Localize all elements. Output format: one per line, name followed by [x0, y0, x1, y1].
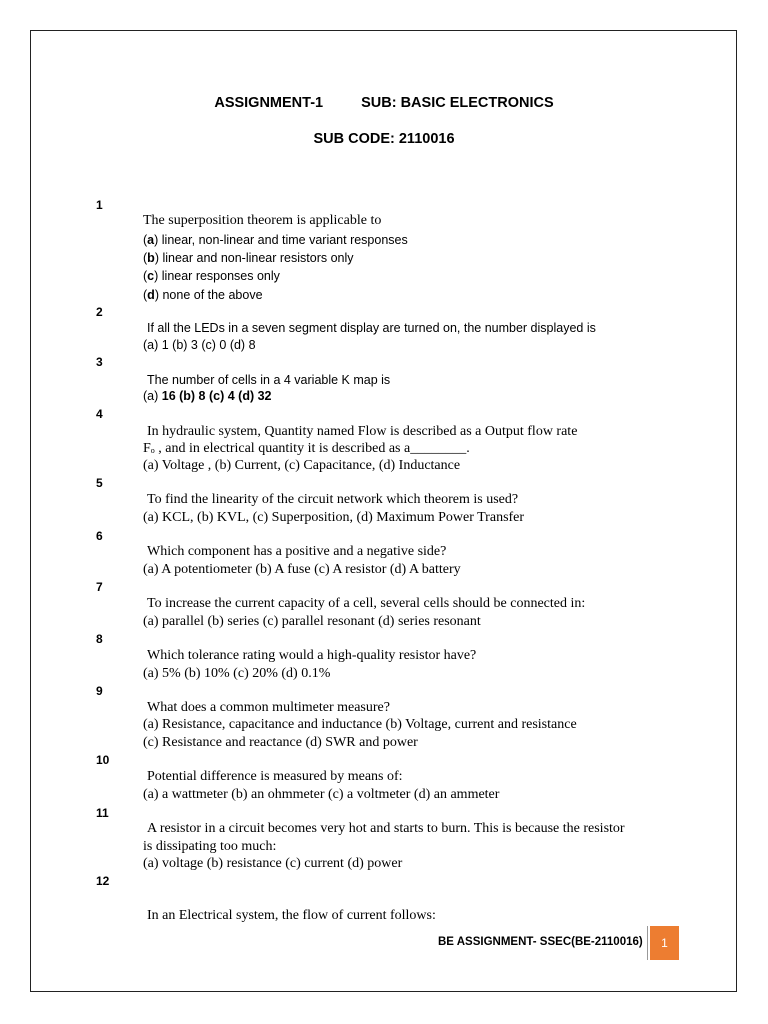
- question-number: 8: [96, 632, 103, 646]
- question-stem: In an Electrical system, the flow of current follows:: [147, 908, 436, 923]
- question-options: [143, 389, 272, 403]
- question-stem: To increase the current capacity of a cell, several cells should be connected in:: [147, 596, 586, 611]
- options-bold: 16 (b) 8 (c) 4 (d) 32: [161, 389, 272, 403]
- question-number: 11: [96, 806, 109, 820]
- subject-label: SUB: BASIC ELECTRONICS: [361, 95, 554, 111]
- question-options: (a) 5% (b) 10% (c) 20% (d) 0.1%: [143, 666, 331, 681]
- question-number: 5: [96, 476, 103, 490]
- question-options: (a) KCL, (b) KVL, (c) Superposition, (d) Maximum Power Transfer: [143, 510, 525, 525]
- question-stem: In hydraulic system, Quantity named Flow is described as a Output flow rate: [147, 424, 578, 439]
- option-text: linear responses only: [158, 269, 280, 283]
- question-options: (a) voltage (b) resistance (c) current (d) power: [143, 856, 403, 871]
- question-options: (a) 1 (b) 3 (c) 0 (d) 8: [143, 338, 256, 352]
- question-number: 4: [96, 407, 103, 421]
- option-key: b: [147, 251, 155, 265]
- option-a: (a) linear, non-linear and time variant responses: [143, 233, 408, 247]
- stem-subscript: o: [150, 446, 155, 455]
- footer-text: BE ASSIGNMENT- SSEC(BE-2110016): [438, 936, 643, 948]
- footer-divider: [647, 926, 648, 960]
- question-stem-continued: [143, 441, 470, 457]
- question-number: 2: [96, 305, 103, 319]
- question-options-continued: (c) Resistance and reactance (d) SWR and power: [143, 735, 418, 750]
- question-number: 6: [96, 529, 103, 543]
- question-stem: To find the linearity of the circuit network which theorem is used?: [147, 492, 519, 507]
- question-stem: If all the LEDs in a seven segment display are turned on, the number displayed is: [147, 321, 596, 335]
- options-prefix: (a): [143, 389, 162, 403]
- stem-rest: , and in electrical quantity it is described as a________.: [154, 441, 470, 456]
- question-number: 9: [96, 684, 103, 698]
- option-text: linear and non-linear resistors only: [158, 251, 354, 265]
- question-stem: Which component has a positive and a negative side?: [147, 544, 447, 559]
- question-stem: The superposition theorem is applicable to: [143, 213, 382, 228]
- question-options: (a) Resistance, capacitance and inductance (b) Voltage, current and resistance: [143, 717, 577, 732]
- option-text: none of the above: [158, 288, 263, 302]
- assignment-label: ASSIGNMENT-1: [214, 95, 324, 111]
- option-d: (d) none of the above: [143, 288, 263, 302]
- question-number: 7: [96, 580, 103, 594]
- option-key: c: [147, 269, 155, 283]
- option-b: (b) linear and non-linear resistors only: [143, 251, 354, 265]
- question-number: 3: [96, 355, 103, 369]
- question-number: 10: [96, 753, 110, 767]
- question-stem: What does a common multimeter measure?: [147, 700, 390, 715]
- page-number-badge: 1: [650, 926, 679, 960]
- question-options: (a) a wattmeter (b) an ohmmeter (c) a voltmeter (d) an ammeter: [143, 787, 500, 802]
- question-number: 1: [96, 198, 103, 212]
- question-stem-continued: is dissipating too much:: [143, 839, 277, 854]
- sub-code: SUB CODE: 2110016: [313, 131, 455, 147]
- question-number: 12: [96, 874, 110, 888]
- question-stem: A resistor in a circuit becomes very hot and starts to burn. This is because the resistor: [147, 821, 625, 836]
- option-key: d: [147, 288, 155, 302]
- option-c: (c) linear responses only: [143, 269, 280, 283]
- option-key: a: [147, 233, 155, 247]
- question-options: (a) Voltage , (b) Current, (c) Capacitance, (d) Inductance: [143, 458, 461, 473]
- question-stem: Which tolerance rating would a high-quality resistor have?: [147, 648, 477, 663]
- question-stem: The number of cells in a 4 variable K map is: [147, 373, 391, 387]
- stem-symbol: F: [143, 441, 151, 456]
- question-options: (a) parallel (b) series (c) parallel resonant (d) series resonant: [143, 614, 481, 629]
- option-text: linear, non-linear and time variant responses: [158, 233, 408, 247]
- assignment-title: [0, 95, 768, 111]
- question-options: (a) A potentiometer (b) A fuse (c) A resistor (d) A battery: [143, 562, 461, 577]
- question-stem: Potential difference is measured by means of:: [147, 769, 403, 784]
